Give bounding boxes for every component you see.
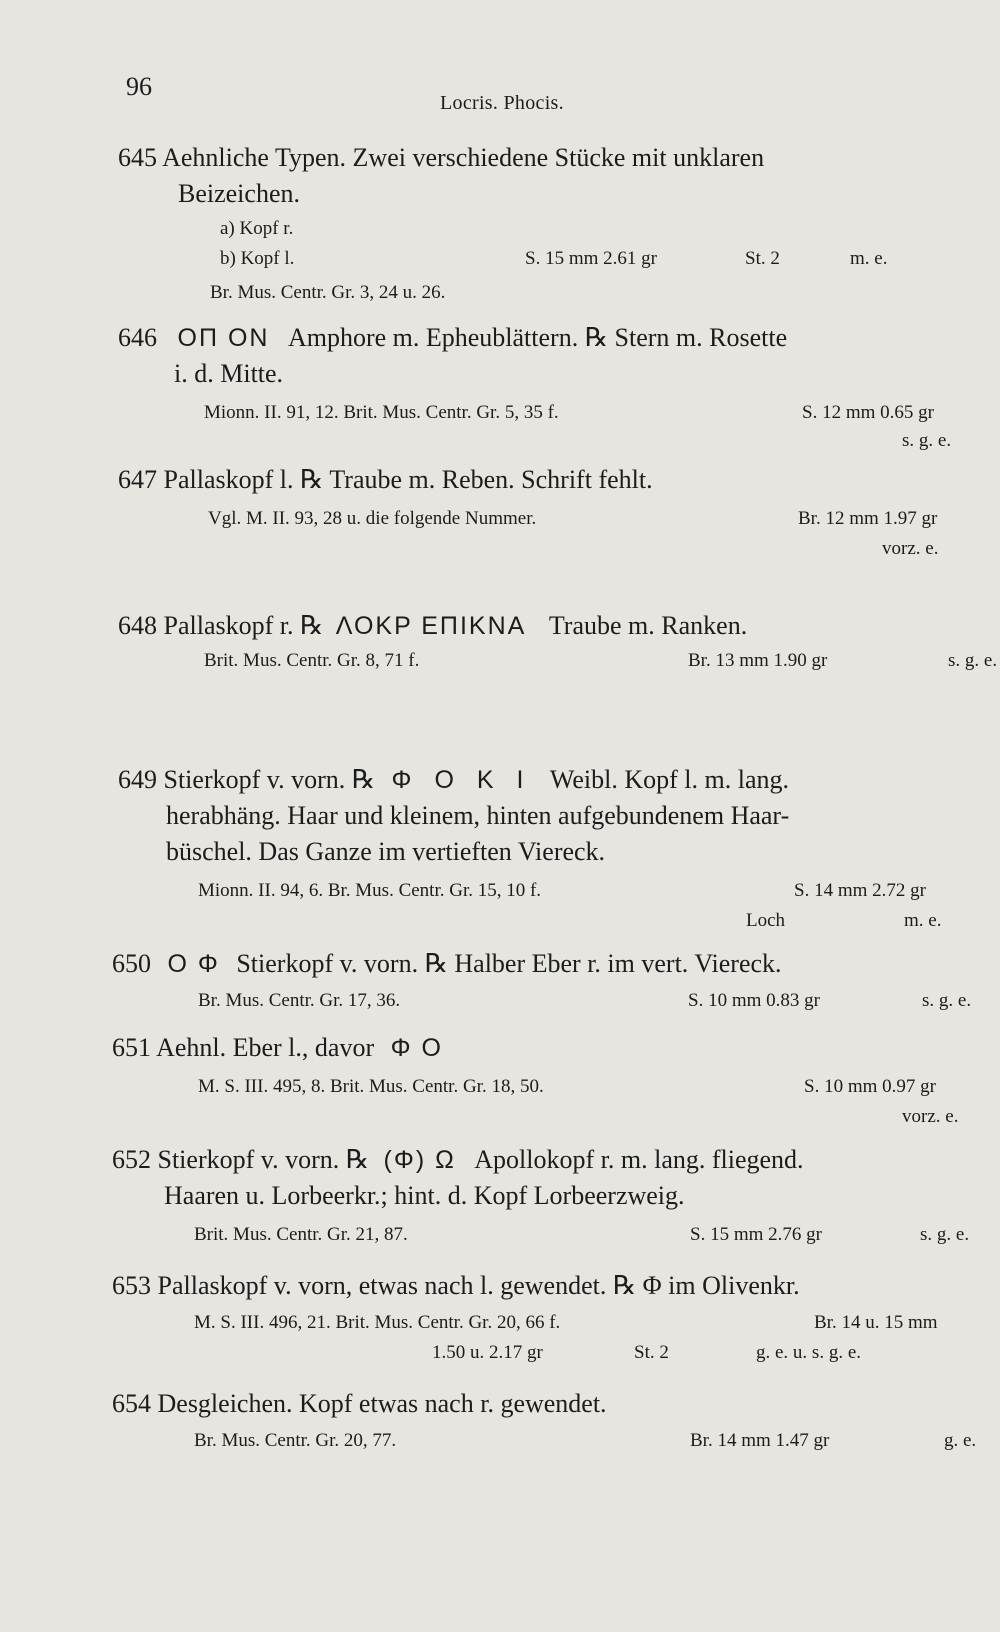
variant-b-line — [220, 244, 912, 274]
reference: M. S. III. 496, 21. Brit. Mus. Centr. Gr. 20, 66 f. — [194, 1312, 561, 1333]
condition: vorz. e. — [902, 1106, 959, 1127]
size-weight: S. 15 mm 2.61 gr — [525, 248, 657, 269]
reference-line — [198, 876, 926, 906]
reference-line — [208, 504, 938, 534]
entry-text-line: herabhäng. Haar und kleinem, hinten aufgebundenem Haar- — [166, 801, 790, 830]
variant-a: a) Kopf r. — [220, 218, 294, 239]
entry-text-line: 653 Pallaskopf v. vorn, etwas nach l. gewendet. ℞ Φ im Olivenkr. — [112, 1271, 800, 1300]
size-weight: S. 15 mm 2.76 gr — [690, 1224, 822, 1245]
entry-line — [118, 762, 912, 798]
page-number: 96 — [126, 72, 152, 101]
entry-number: 650 — [112, 949, 151, 978]
catalog-entry-654 — [112, 1386, 977, 1456]
entry-text: Amphore m. Epheublättern. ℞ Stern m. Rosette — [287, 323, 788, 352]
coin-legend: Ο Φ — [167, 950, 220, 978]
size-weight: Br. 13 mm 1.90 gr — [688, 650, 828, 671]
condition: s. g. e. — [920, 1224, 970, 1245]
reference: Mionn. II. 94, 6. Br. Mus. Centr. Gr. 15, 10 f. — [198, 880, 542, 901]
coin-legend: ΛΟΚΡ ΕΠΙΚΝΑ — [335, 612, 527, 640]
catalog-entry-646 — [112, 320, 952, 454]
reference: Mionn. II. 91, 12. Brit. Mus. Centr. Gr. 5, 35 f. — [204, 402, 559, 423]
size: Br. 14 u. 15 mm — [814, 1312, 938, 1333]
catalog-entry-651 — [112, 1030, 959, 1132]
reference: Br. Mus. Centr. Gr. 20, 77. — [194, 1430, 397, 1451]
condition-line — [112, 906, 942, 936]
die-position: St. 2 — [745, 248, 780, 269]
catalog-entry-650 — [112, 946, 972, 1016]
condition: s. g. e. — [948, 650, 998, 671]
note-loch: Loch — [746, 910, 786, 931]
catalog-entry-647 — [112, 462, 939, 564]
catalog-entry-645 — [112, 140, 912, 308]
condition: s. g. e. — [902, 430, 952, 451]
reference-line — [194, 1220, 970, 1250]
catalog-entry-653 — [112, 1268, 938, 1368]
reference: Brit. Mus. Centr. Gr. 21, 87. — [194, 1224, 408, 1245]
size-weight: Br. 12 mm 1.97 gr — [798, 508, 938, 529]
reference: Brit. Mus. Centr. Gr. 8, 71 f. — [204, 650, 420, 671]
catalog-entry-648 — [112, 608, 998, 676]
reference-line — [198, 1072, 936, 1102]
entry-text-line: 654 Desgleichen. Kopf etwas nach r. gewendet. — [112, 1389, 607, 1418]
coin-legend: Φ Ο — [390, 1034, 443, 1062]
condition: m. e. — [850, 248, 888, 269]
entry-text-line: i. d. Mitte. — [174, 359, 284, 388]
reference: Br. Mus. Centr. Gr. 17, 36. — [198, 990, 401, 1011]
condition: m. e. — [904, 910, 942, 931]
size-weight: Br. 14 mm 1.47 gr — [690, 1430, 830, 1451]
entry-line — [112, 1142, 912, 1178]
entry-line — [112, 1030, 912, 1066]
entry-text-line: büschel. Das Ganze im vertieften Viereck. — [166, 837, 606, 866]
variant-b: b) Kopf l. — [220, 248, 295, 269]
condition-line — [112, 428, 952, 454]
entry-text-line: 647 Pallaskopf l. ℞ Traube m. Reben. Schrift fehlt. — [118, 465, 653, 494]
catalog-entry-649 — [112, 762, 942, 936]
weight-line — [112, 1338, 912, 1368]
entry-number: 646 — [118, 323, 157, 352]
size-weight: S. 12 mm 0.65 gr — [802, 402, 934, 423]
reference: Vgl. M. II. 93, 28 u. die folgende Nummer. — [208, 508, 537, 529]
coin-legend: ΟΠ ΟΝ — [177, 324, 270, 352]
size-weight: S. 10 mm 0.97 gr — [804, 1076, 936, 1097]
entry-text: Stierkopf v. vorn. ℞ Halber Eber r. im vert. Viereck. — [236, 949, 782, 978]
reference-line — [194, 1308, 938, 1338]
die-position: St. 2 — [634, 1342, 669, 1363]
reference-line — [204, 646, 998, 676]
reference-line — [198, 986, 972, 1016]
weights: 1.50 u. 2.17 gr — [432, 1342, 543, 1363]
entry-text-line: 645 Aehnliche Typen. Zwei verschiedene Stücke mit unklaren — [118, 143, 765, 172]
reference: Br. Mus. Centr. Gr. 3, 24 u. 26. — [210, 282, 446, 303]
condition: s. g. e. — [922, 990, 972, 1011]
condition-line — [112, 1102, 959, 1132]
reference-line — [204, 398, 934, 428]
reference: M. S. III. 495, 8. Brit. Mus. Centr. Gr. 18, 50. — [198, 1076, 544, 1097]
entry-line — [118, 320, 912, 356]
condition: g. e. — [944, 1430, 977, 1451]
entry-text: 648 Pallaskopf r. ℞ — [118, 611, 324, 640]
condition: g. e. u. s. g. e. — [756, 1342, 862, 1363]
entry-text-line: Haaren u. Lorbeerkr.; hint. d. Kopf Lorbeerzweig. — [164, 1181, 685, 1210]
running-head: Locris. Phocis. — [440, 92, 564, 114]
entry-text: Apollokopf r. m. lang. fliegend. — [474, 1145, 804, 1174]
entry-text: 651 Aehnl. Eber l., davor — [112, 1033, 375, 1062]
condition: vorz. e. — [882, 538, 939, 559]
entry-line — [118, 608, 912, 644]
catalog-entry-652 — [112, 1142, 970, 1250]
entry-text-line: Beizeichen. — [178, 179, 300, 208]
entry-line — [112, 946, 912, 982]
coin-legend: Φ Ο Κ Ι — [391, 766, 532, 794]
entry-text: Traube m. Ranken. — [548, 611, 748, 640]
condition-line — [112, 534, 939, 564]
reference-line — [194, 1426, 977, 1456]
entry-text: 649 Stierkopf v. vorn. ℞ — [118, 765, 376, 794]
coin-legend: (Φ) Ω — [383, 1146, 456, 1174]
entry-text: Weibl. Kopf l. m. lang. — [549, 765, 789, 794]
size-weight: S. 10 mm 0.83 gr — [688, 990, 820, 1011]
entry-text: 652 Stierkopf v. vorn. ℞ — [112, 1145, 370, 1174]
size-weight: S. 14 mm 2.72 gr — [794, 880, 926, 901]
